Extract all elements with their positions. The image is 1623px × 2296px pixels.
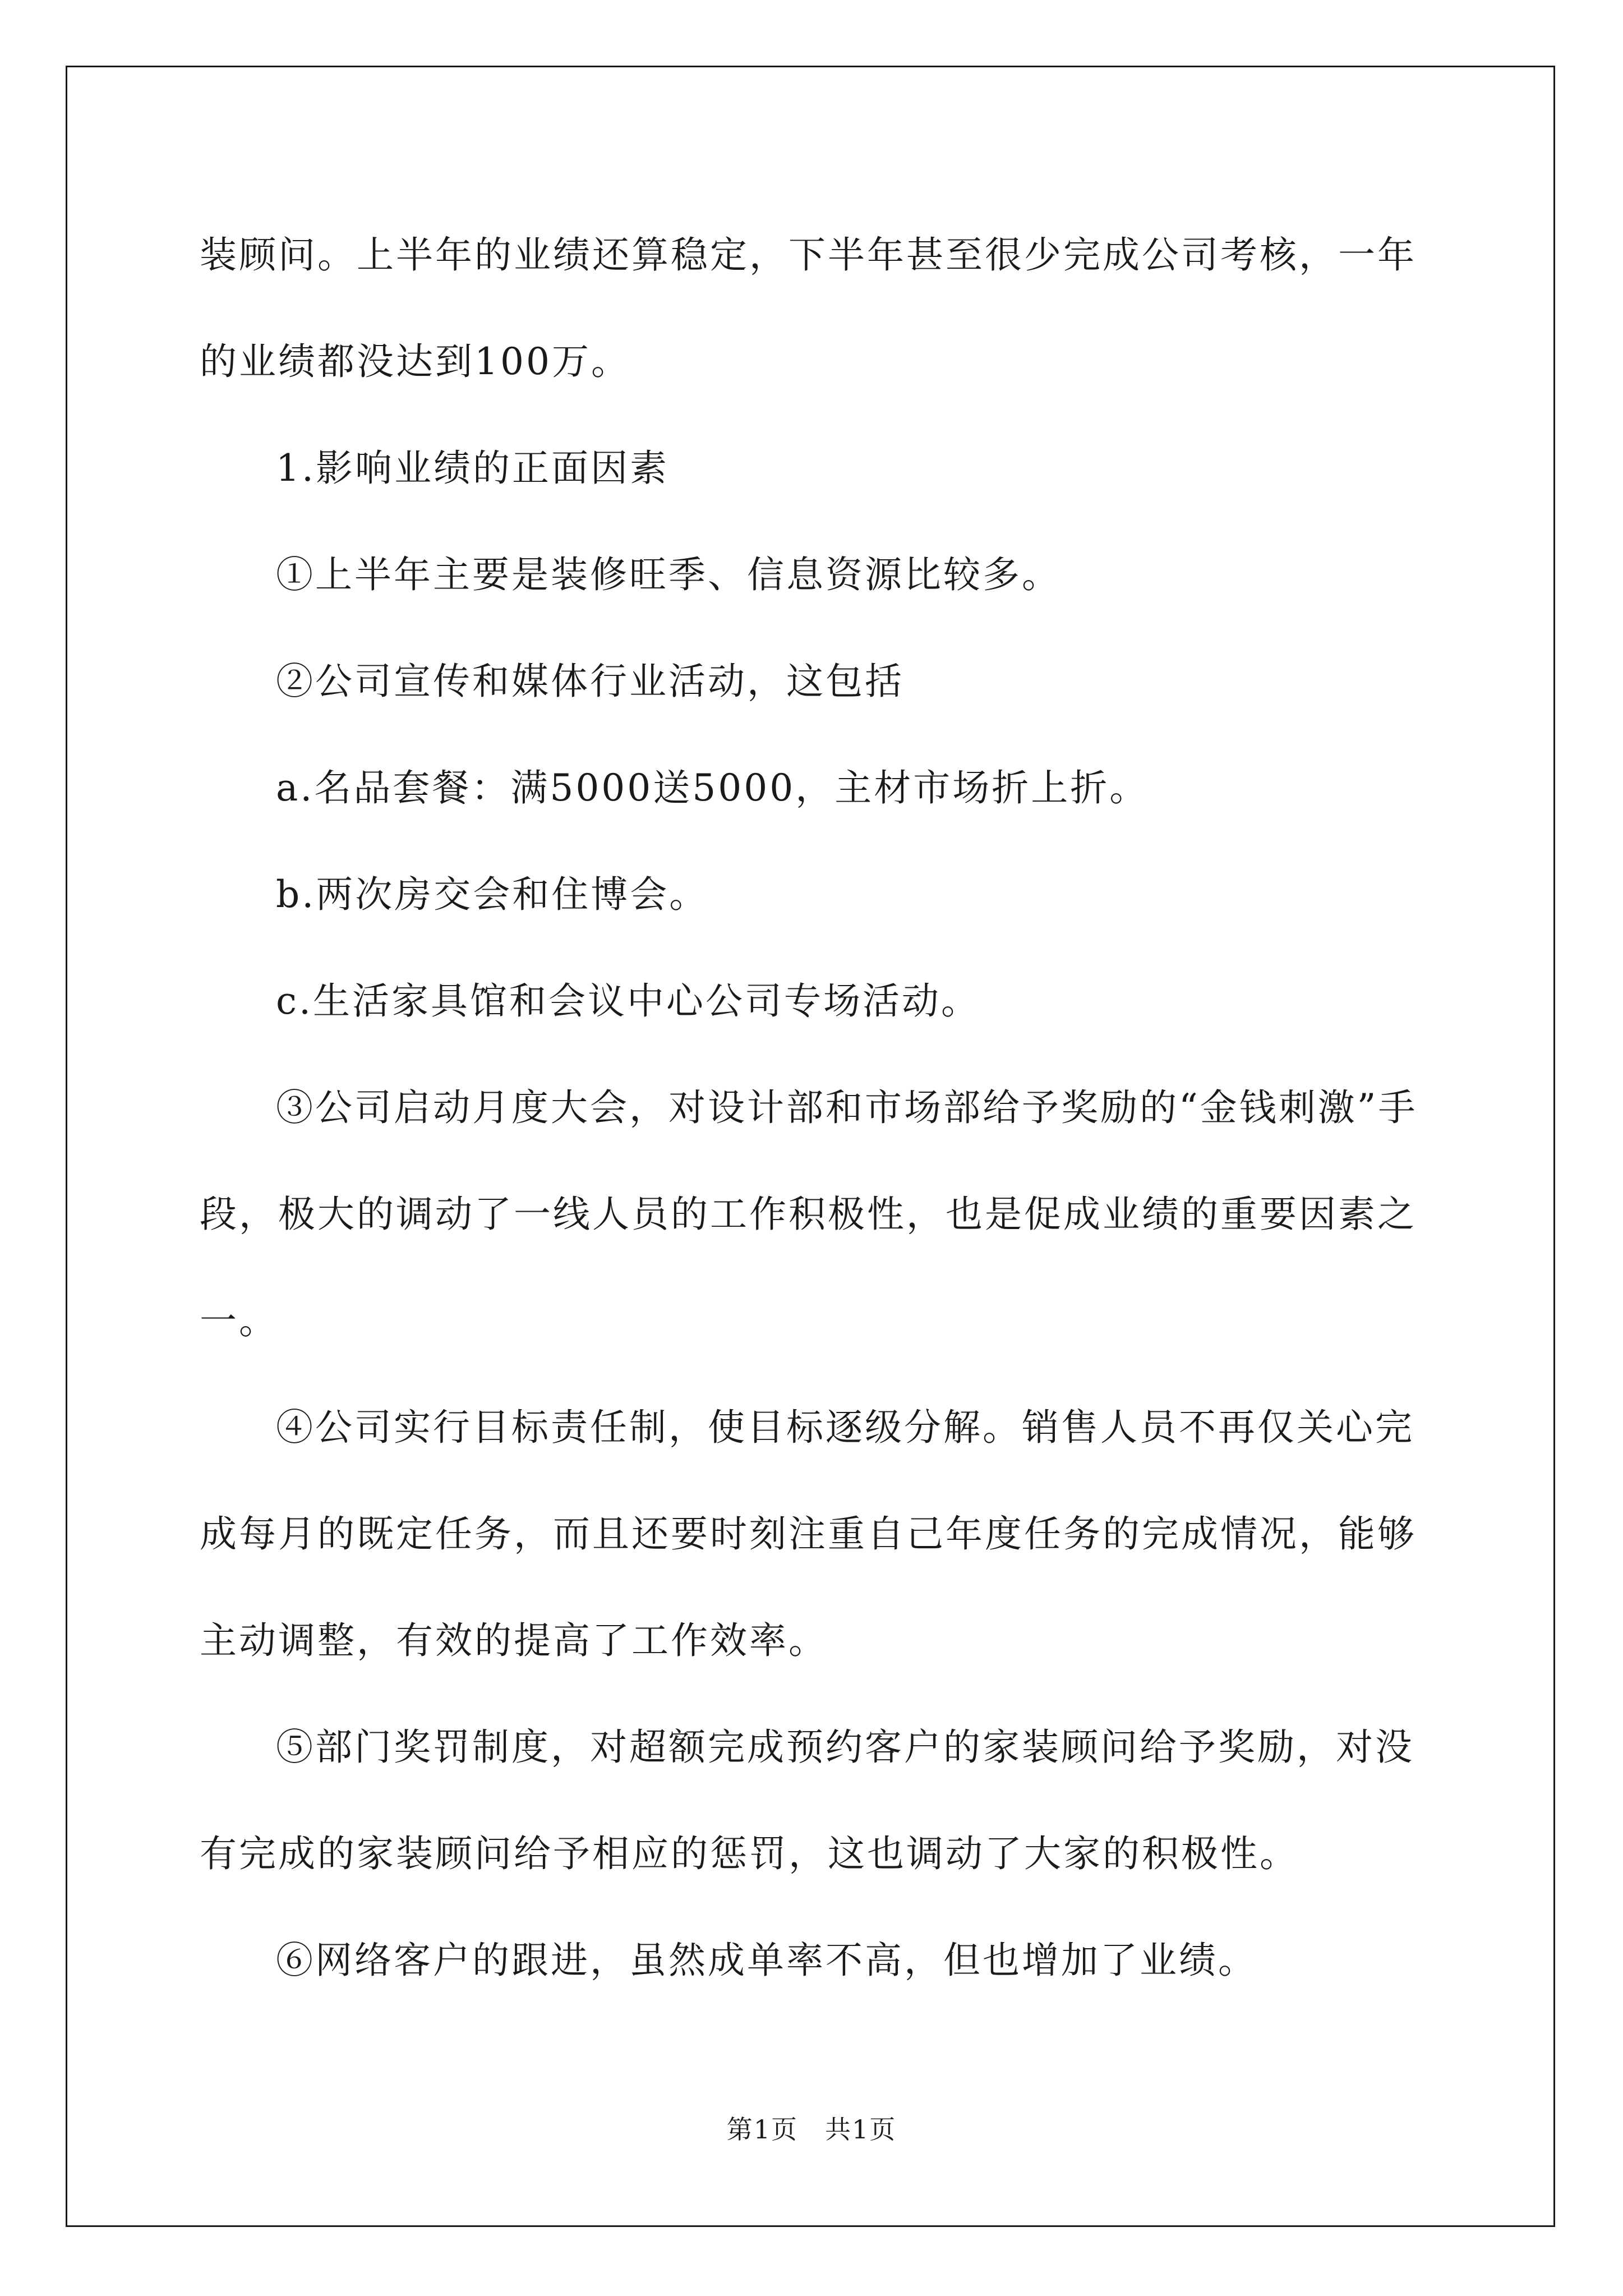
list-item: c.生活家具馆和会议中心公司专场活动。 <box>276 979 980 1023</box>
page-total: 共1页 <box>825 2114 897 2145</box>
list-item: a.名品套餐：满5000送5000，主材市场折上折。 <box>276 766 1149 809</box>
page-number: 第1页 <box>726 2114 798 2145</box>
page-footer <box>0 2109 1623 2146</box>
list-item: b.两次房交会和住博会。 <box>276 873 709 916</box>
paragraph: ⑥网络客户的跟进，虽然成单率不高，但也增加了业绩。 <box>276 1939 1257 1982</box>
paragraph: ②公司宣传和媒体行业活动，这包括 <box>276 660 904 703</box>
paragraph: ④公司实行目标责任制，使目标逐级分解。销售人员不再仅关心完成每月的既定任务，而且还要时刻注重自己年度任务的完成情况，能够主动调整，有效的提高了工作效率。 <box>200 1406 1417 1662</box>
paragraph: ①上半年主要是装修旺季、信息资源比较多。 <box>276 553 1061 596</box>
document-body <box>200 202 1422 2014</box>
paragraph: ⑤部门奖罚制度，对超额完成预约客户的家装顾问给予奖励，对没有完成的家装顾问给予相应的惩罚，这也调动了大家的积极性。 <box>200 1726 1414 1875</box>
section-heading: 1.影响业绩的正面因素 <box>276 447 669 490</box>
paragraph: ③公司启动月度大会，对设计部和市场部给予奖励的“金钱刺激”手段，极大的调动了一线人员的工作积极性，也是促成业绩的重要因素之一。 <box>200 1086 1418 1342</box>
paragraph: 装顾问。上半年的业绩还算稳定，下半年甚至很少完成公司考核，一年的业绩都没达到100万。 <box>200 233 1417 383</box>
